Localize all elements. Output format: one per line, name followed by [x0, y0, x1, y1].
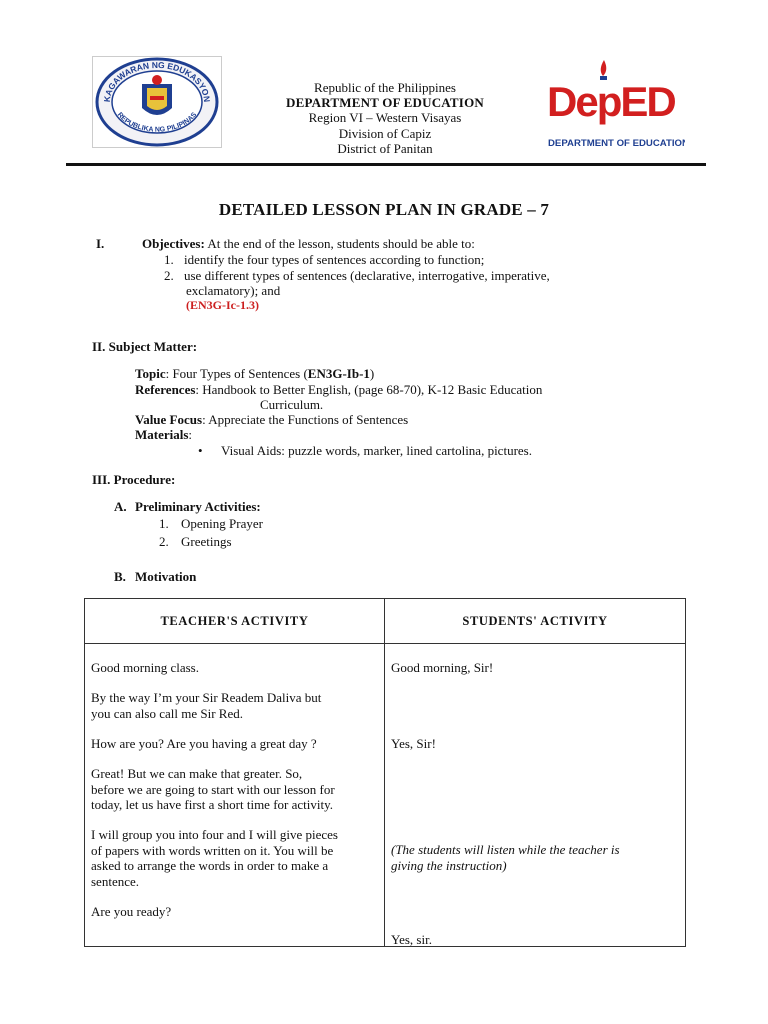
objectives-intro [142, 236, 475, 252]
references-continuation: Curriculum. [260, 397, 324, 412]
objectives-intro-text: At the end of the lesson, students should be able to: [204, 236, 475, 251]
materials-line: Materials: [135, 427, 193, 442]
page-title: DETAILED LESSON PLAN IN GRADE – 7 [218, 200, 550, 219]
objective-code: (EN3G-Ic-1.3) [186, 298, 259, 312]
procedure-item: 1. Opening Prayer [159, 516, 263, 531]
teacher-line: By the way I’m your Sir Readem Daliva but [91, 690, 322, 705]
subject-matter-heading: II. Subject Matter: [92, 339, 198, 354]
teacher-line: today, let us have first a short time for activity. [91, 797, 333, 812]
header-division: Division of Capiz [338, 125, 432, 141]
student-line: giving the instruction) [391, 858, 507, 873]
deped-logo-word: DepED [547, 78, 675, 125]
teacher-line: How are you? Are you having a great day ? [91, 736, 317, 751]
table-row [85, 644, 686, 947]
header-region: Region VI – Western Visayas [308, 110, 462, 126]
deped-logo-subtitle: DEPARTMENT OF EDUCATION [548, 138, 685, 149]
procedure-item: 2. Greetings [159, 534, 232, 549]
procedure-heading: III. Procedure: [92, 472, 176, 487]
deped-logo [543, 56, 685, 156]
references-line: References: Handbook to Better English, (page 68-70), K-12 Basic Education [135, 382, 543, 397]
teacher-line: asked to arrange the words in order to make a [91, 858, 329, 873]
student-line: Good morning, Sir! [391, 660, 494, 675]
teacher-line: Are you ready? [91, 904, 172, 919]
header-department: DEPARTMENT OF EDUCATION [286, 95, 484, 111]
teacher-line: I will group you into four and I will give pieces [91, 827, 338, 842]
teacher-line: Good morning class. [91, 660, 199, 675]
teacher-line: of papers with words written on it. You will be [91, 843, 334, 858]
seal-text-bottom: REPUBLIKA NG PILIPINAS [115, 111, 199, 134]
seal-text-top: KAGAWARAN NG EDUKASYON [101, 59, 213, 103]
topic-line: Topic: Four Types of Sentences (EN3G-Ib-1) [135, 366, 375, 381]
activity-table [84, 598, 686, 947]
student-line: (The students will listen while the teacher is [391, 842, 620, 857]
header-republic: Republic of the Philippines [314, 80, 456, 95]
section-b-label: B. [114, 569, 126, 584]
header-divider [66, 163, 706, 166]
student-line: Yes, Sir! [391, 736, 436, 751]
objective-item: 2. use different types of sentences (declarative, interrogative, imperative, [164, 268, 550, 283]
header-district: District of Panitan [337, 140, 433, 156]
teacher-line: sentence. [91, 874, 140, 889]
objective-item: 1. identify the four types of sentences according to function; [164, 252, 485, 267]
teacher-activity-cell [85, 644, 385, 947]
students-activity-cell [385, 644, 686, 947]
table-header-row [85, 599, 686, 644]
teacher-line: Great! But we can make that greater. So, [91, 766, 303, 781]
student-line: Yes, sir. [391, 932, 432, 947]
section-a-label: A. [114, 499, 127, 514]
objectives-numeral: I. [96, 236, 105, 251]
deped-seal-logo [92, 56, 222, 148]
students-column-header: STUDENTS' ACTIVITY [385, 599, 686, 644]
teacher-line: before we are going to start with our lesson for [91, 782, 335, 797]
teacher-column-header: TEACHER'S ACTIVITY [85, 599, 385, 644]
section-b-title: Motivation [135, 569, 197, 584]
visual-aids-item: Visual Aids: puzzle words, marker, lined cartolina, pictures. [221, 443, 532, 458]
objective-item-continuation: exclamatory); and [186, 283, 281, 298]
objectives-label: Objectives: [142, 236, 205, 251]
teacher-line: you can also call me Sir Red. [91, 706, 243, 721]
section-a-title: Preliminary Activities: [135, 499, 261, 514]
bullet-icon: • [198, 443, 203, 458]
value-focus-line: Value Focus: Appreciate the Functions of Sentences [135, 412, 409, 427]
header-text-block [230, 80, 540, 156]
